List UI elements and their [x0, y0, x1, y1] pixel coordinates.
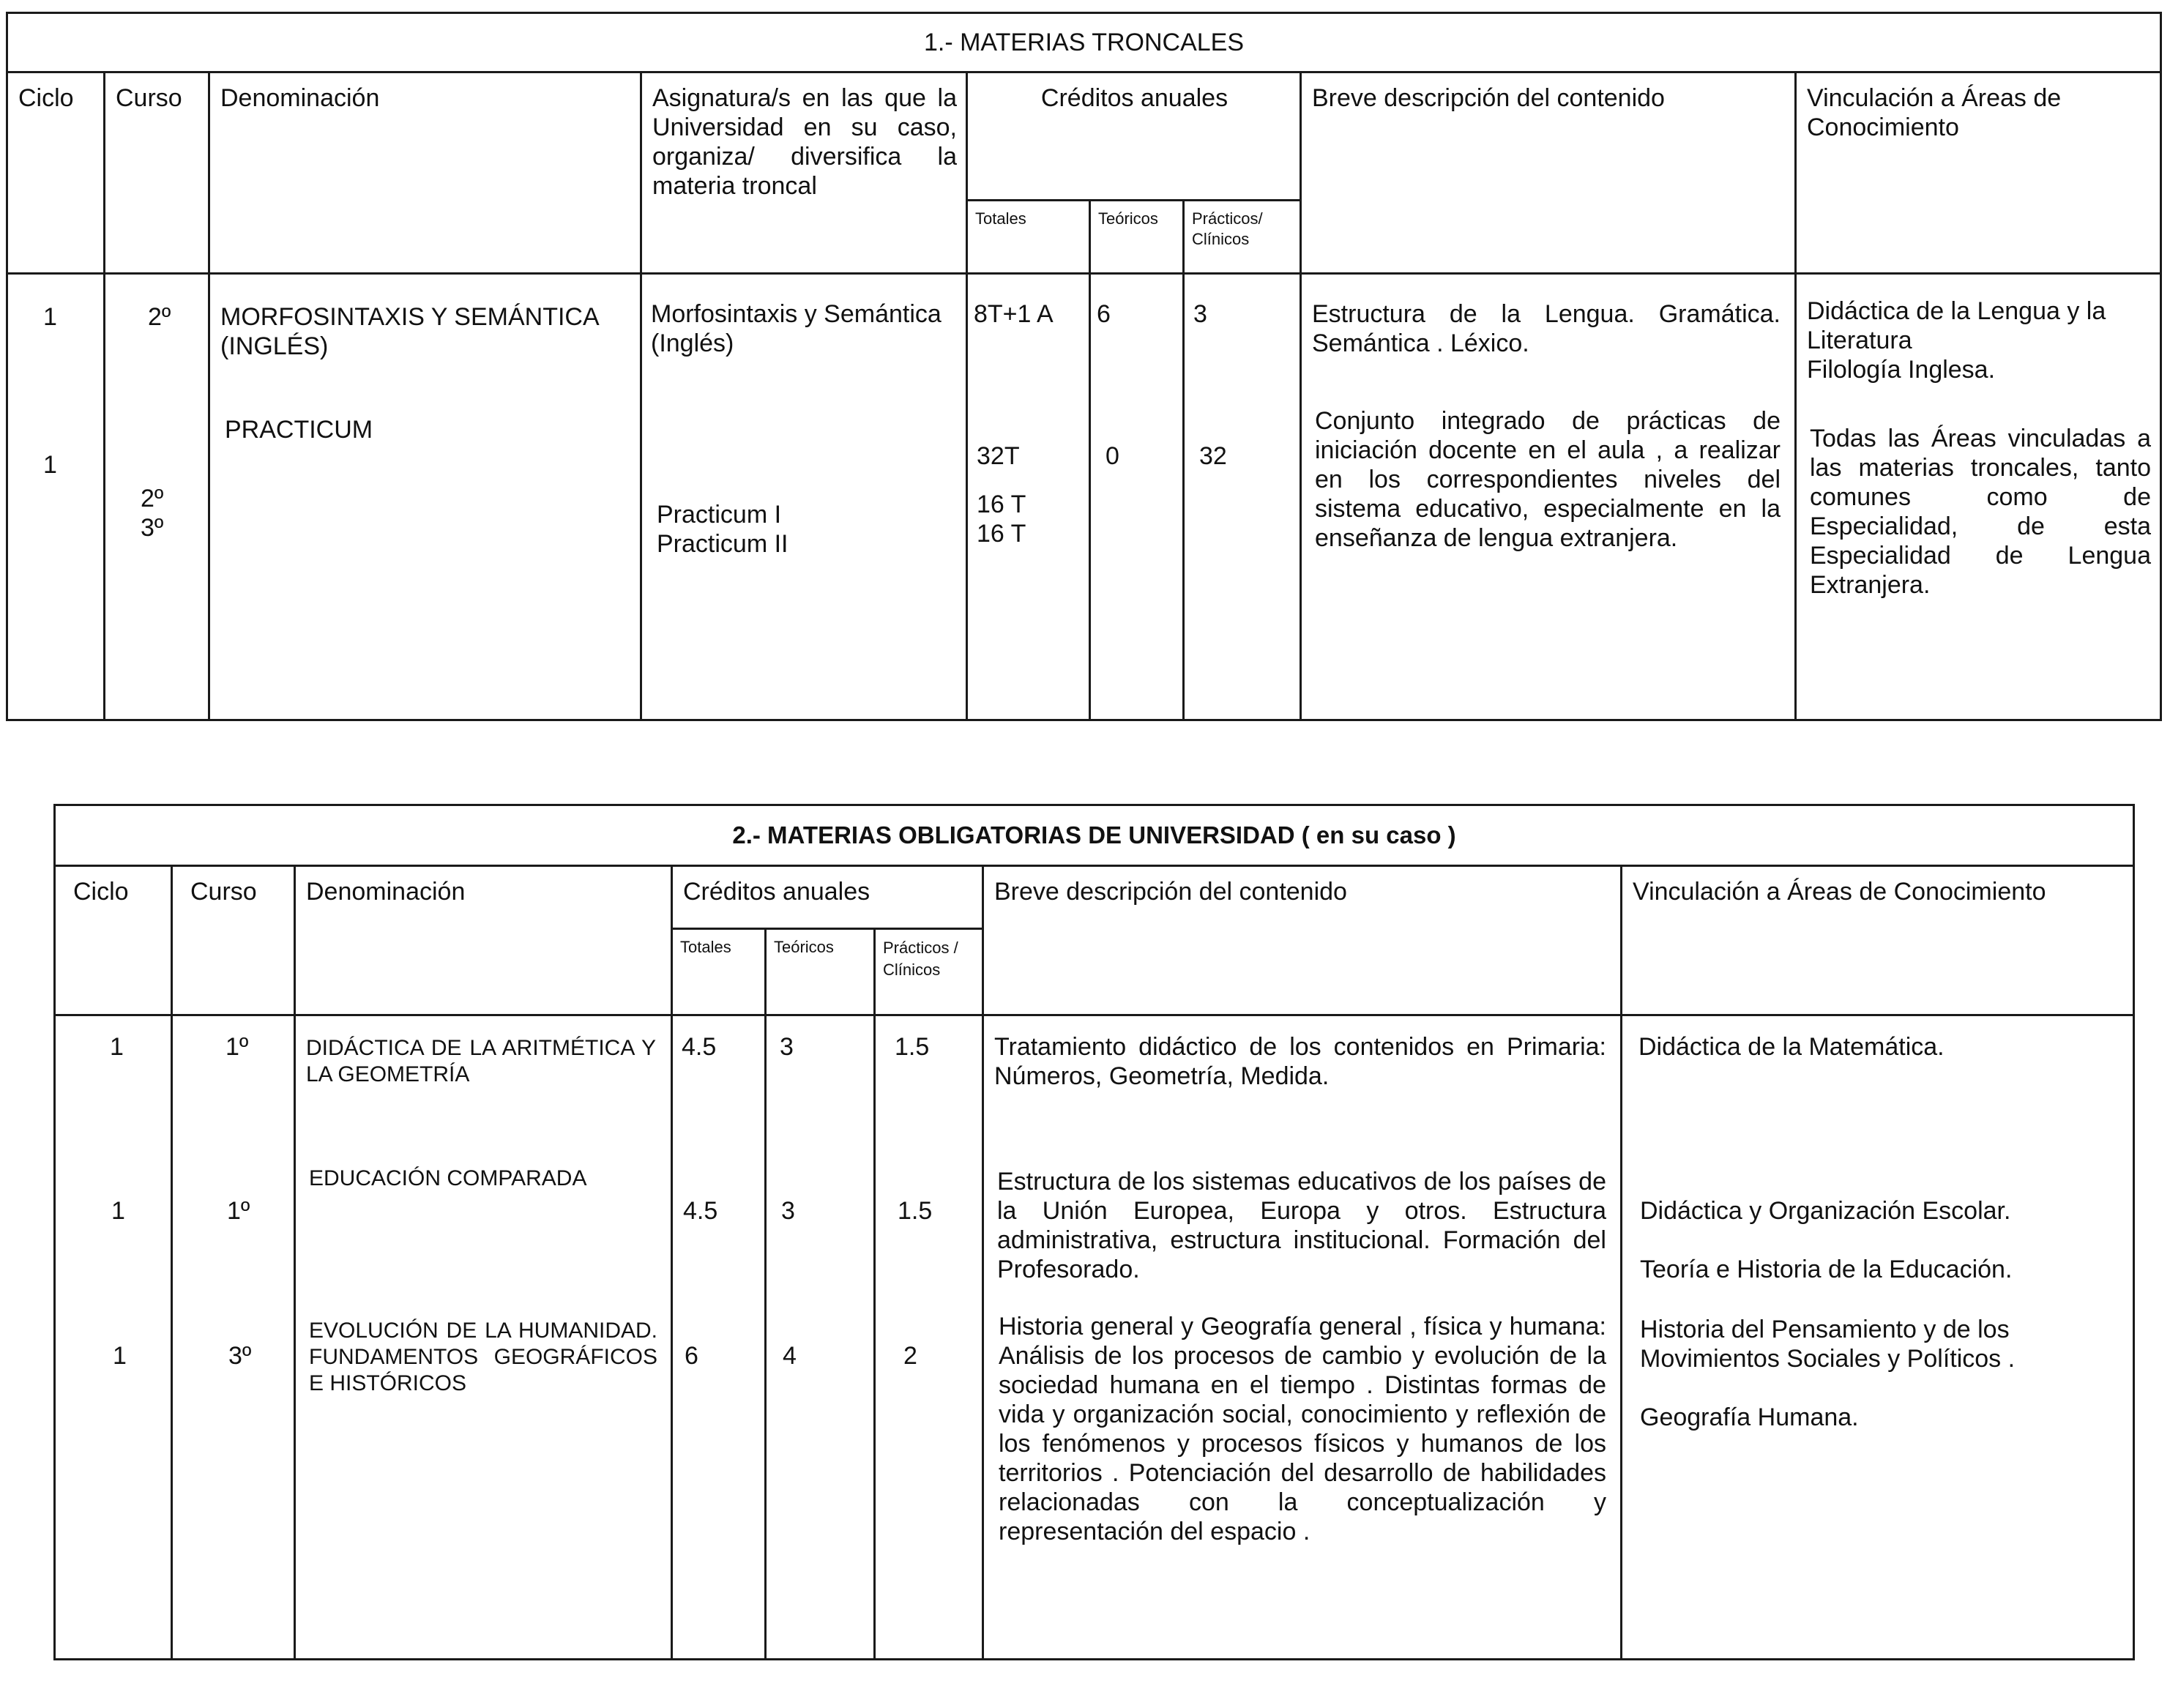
materias-troncales-table: [6, 12, 2162, 721]
table-row-1-descripcion: Estructura de la Lengua. Gramática. Semántica . Léxico.: [1312, 300, 1781, 357]
teoricos-column: [766, 1015, 875, 1660]
table-row-2-vinculacion: Todas las Áreas vinculadas a las materias troncales, tanto comunes como de Especialidad, de esta Especialidad de Lengua Extranjera.: [1810, 425, 2151, 599]
table-row-2-denominacion: PRACTICUM: [225, 416, 373, 444]
vinculacion-column: [1622, 1015, 2134, 1660]
table-row-1-teoricos: 3: [780, 1033, 794, 1061]
table-row-2-vinculacion: Didáctica y Organización Escolar. Teoría e Historia de la Educación.: [1640, 1197, 2013, 1283]
ciclo-column: [55, 1015, 172, 1660]
table-row-2-practicos: 1.5: [898, 1197, 933, 1225]
table-row-2-denominacion: EDUCACIÓN COMPARADA: [309, 1166, 587, 1190]
header-creditos: Créditos anuales: [967, 72, 1301, 201]
table-row-3-practicos: 2: [903, 1342, 917, 1370]
vinculacion-column: [1796, 274, 2161, 720]
header-teoricos: Teóricos: [766, 929, 875, 1015]
table-row-2-ciclo: 1: [111, 1197, 125, 1225]
table-row-1-teoricos: 6: [1097, 300, 1111, 328]
header-totales: Totales: [967, 201, 1090, 274]
totales-column: [967, 274, 1090, 720]
table-row-3-descripcion: Historia general y Geografía general , física y humana: Análisis de los procesos de cambio y evolución de la sociedad humana en el tiempo . Distintas formas de vida y organización social, conocimiento y reflexión de los fenómenos y procesos físicos y humanos de los territorios . Potenciación del desarrollo de habilidades relacionadas con la conceptualización y representación del espacio .: [999, 1313, 1606, 1545]
practicos-column: [875, 1015, 983, 1660]
ciclo-column: [7, 274, 105, 720]
totales-column: [672, 1015, 766, 1660]
table-row-2-practicos: 32: [1199, 442, 1227, 470]
table-row-3-curso: 3º: [228, 1342, 252, 1370]
curso-column: [105, 274, 209, 720]
header-descripcion: Breve descripción del contenido: [1301, 72, 1796, 274]
table-row-1-descripcion: Tratamiento didáctico de los contenidos en Primaria: Números, Geometría, Medida.: [994, 1033, 1606, 1090]
header-creditos: Créditos anuales: [672, 866, 983, 929]
curso-column: [172, 1015, 295, 1660]
table-row-2-totales: 32T: [977, 442, 1020, 470]
table-title: 1.- MATERIAS TRONCALES: [7, 13, 2161, 72]
table-row-1-asignatura: Morfosintaxis y Semántica (Inglés): [651, 300, 942, 357]
table-row-2-ciclo: 1: [43, 451, 57, 479]
table-row-3-ciclo: 1: [113, 1342, 127, 1370]
header-teoricos: Teóricos: [1090, 201, 1184, 274]
table-row-1-denominacion: MORFOSINTAXIS Y SEMÁNTICA (INGLÉS): [220, 303, 598, 360]
table-row-2-descripcion: Conjunto integrado de prácticas de iniciación docente en el aula , a realizar en los correspondientes niveles del sistema educativo, especialmente en la enseñanza de lengua extranjera.: [1315, 407, 1781, 552]
table-row-2-curso: 2º 3º: [141, 485, 164, 542]
table-row-1-denominacion: DIDÁCTICA DE LA ARITMÉTICA Y LA GEOMETRÍA: [306, 1036, 656, 1086]
descripcion-column: [983, 1015, 1622, 1660]
table-row-2-teoricos: 0: [1105, 442, 1119, 470]
table-row-1-curso: 1º: [225, 1033, 249, 1061]
header-asignaturas: Asignatura/s en las que la Universidad en su caso, organiza/ diversifica la materia troncal: [641, 72, 967, 274]
table-row-1-ciclo: 1: [43, 303, 57, 331]
header-curso: Curso: [172, 866, 295, 1015]
practicos-column: [1184, 274, 1301, 720]
header-practicos: Prácticos / Clínicos: [875, 929, 983, 1015]
table-row-3-teoricos: 4: [783, 1342, 797, 1370]
table-title: 2.- MATERIAS OBLIGATORIAS DE UNIVERSIDAD ( en su caso ): [55, 805, 2134, 866]
materias-obligatorias-table: [53, 804, 2135, 1660]
header-ciclo: Ciclo: [55, 866, 172, 1015]
header-descripcion: Breve descripción del contenido: [983, 866, 1622, 1015]
descripcion-column: [1301, 274, 1796, 720]
table-row-1-totales: 8T+1 A: [974, 300, 1054, 328]
table-row-3-totales: 6: [685, 1342, 698, 1370]
table-row-1-practicos: 3: [1193, 300, 1207, 328]
table-row-2-totales: 4.5: [683, 1197, 718, 1225]
teoricos-column: [1090, 274, 1184, 720]
table-row-2-teoricos: 3: [781, 1197, 795, 1225]
table-row-3-vinculacion: Historia del Pensamiento y de los Movimientos Sociales y Políticos . Geografía Humana.: [1640, 1316, 2016, 1431]
header-denominacion: Denominación: [295, 866, 672, 1015]
table-row-1-practicos: 1.5: [895, 1033, 930, 1061]
denominacion-column: [295, 1015, 672, 1660]
table-row-2-curso: 1º: [227, 1197, 250, 1225]
header-totales: Totales: [672, 929, 766, 1015]
table-row-2-totales-breakdown: 16 T 16 T: [977, 491, 1026, 548]
header-ciclo: Ciclo: [7, 72, 105, 274]
table-row-1-ciclo: 1: [110, 1033, 124, 1061]
header-vinculacion: Vinculación a Áreas de Conocimiento: [1796, 72, 2161, 274]
table-row-1-vinculacion: Didáctica de la Lengua y la Literatura Filología Inglesa.: [1807, 297, 2106, 384]
denominacion-column: [209, 274, 641, 720]
header-denominacion: Denominación: [209, 72, 641, 274]
header-vinculacion: Vinculación a Áreas de Conocimiento: [1622, 866, 2134, 1015]
table-row-2-descripcion: Estructura de los sistemas educativos de los países de la Unión Europea, Europa y otros. Estructura administrativa, estructura institucional. Formación del Profesorado.: [997, 1168, 1606, 1283]
table-row-3-denominacion: EVOLUCIÓN DE LA HUMANIDAD. FUNDAMENTOS GEOGRÁFICOS E HISTÓRICOS: [309, 1319, 657, 1395]
table-row-1-vinculacion: Didáctica de la Matemática.: [1638, 1033, 1945, 1061]
header-curso: Curso: [105, 72, 209, 274]
table-row-2-asignatura: Practicum I Practicum II: [657, 501, 788, 558]
asignatura-column: [641, 274, 967, 720]
table-row-1-curso: 2º: [148, 303, 171, 331]
header-practicos: Prácticos/ Clínicos: [1184, 201, 1301, 274]
table-row-1-totales: 4.5: [682, 1033, 717, 1061]
